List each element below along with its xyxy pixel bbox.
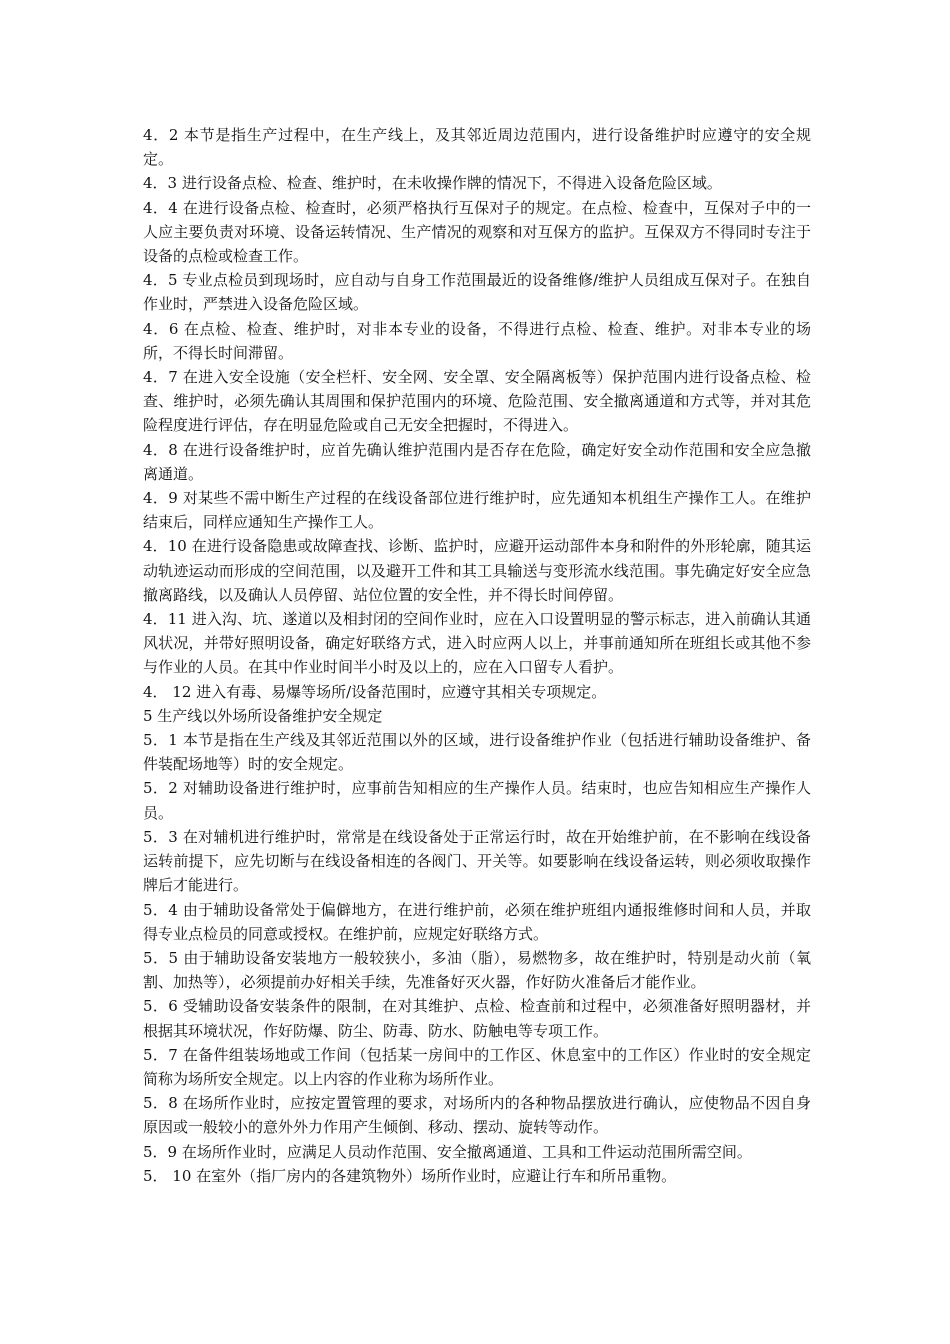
paragraph-5-7: 5．7 在备件组装场地或工作间（包括某一房间中的工作区、休息室中的工作区）作业时的安全规定简称为场所安全规定。以上内容的作业称为场所作业。 [143, 1045, 811, 1088]
paragraph-4-11: 4．11 进入沟、坑、遂道以及相封闭的空间作业时，应在入口设置明显的警示标志，进入前确认其通风状况，并带好照明设备，确定好联络方式，进入时应两人以上，并事前通知所在班组长或其他不参与作业的人员。在其中作业时间半小时及以上的，应在入口留专人看护。 [143, 610, 811, 677]
paragraph-4-2: 4．2 本节是指生产过程中，在生产线上，及其邻近周边范围内，进行设备维护时应遵守的安全规定。 [143, 126, 811, 169]
paragraph-4-9: 4．9 对某些不需中断生产过程的在线设备部位进行维护时，应先通知本机组生产操作工人。在维护结束后，同样应通知生产操作工人。 [143, 489, 811, 532]
paragraph-4-7: 4．7 在进入安全设施（安全栏杆、安全网、安全罩、安全隔离板等）保护范围内进行设备点检、检查、维护时，必须先确认其周围和保护范围内的环境、危险范围、安全撤离通道和方式等，并对其危险程度进行评估，存在明显危险或自己无安全把握时，不得进入。 [143, 368, 811, 435]
paragraph-5-3: 5．3 在对辅机进行维护时，常常是在线设备处于正常运行时，故在开始维护前，在不影响在线设备运转前提下，应先切断与在线设备相连的各阀门、开关等。如要影响在线设备运转，则必须收取操作牌后才能进行。 [143, 827, 811, 895]
paragraph-4-10: 4．10 在进行设备隐患或故障查找、诊断、监护时，应避开运动部件本身和附件的外形轮廓，随其运动轨迹运动而形成的空间范围，以及避开工件和其工具输送与变形流水线范围。事先确定好安全应急撤离路线，以及确认人员停留、站位位置的安全性，并不得长时间停留。 [143, 537, 811, 604]
paragraph-4-6: 4．6 在点检、检查、维护时，对非本专业的设备，不得进行点检、检查、维护。对非本专业的场所，不得长时间滞留。 [143, 319, 811, 362]
paragraph-5-10: 5． 10 在室外（指厂房内的各建筑物外）场所作业时，应避让行车和所吊重物。 [143, 1166, 677, 1185]
paragraph-5-4: 5．4 由于辅助设备常处于偏僻地方，在进行维护前，必须在维护班组内通报维修时间和人员，并取得专业点检员的同意或授权。在维护前，应规定好联络方式。 [143, 900, 811, 943]
paragraph-4-3: 4．3 进行设备点检、检查、维护时，在未收操作牌的情况下，不得进入设备危险区域。 [143, 174, 722, 193]
paragraph-5-9: 5．9 在场所作业时，应满足人员动作范围、安全撤离通道、工具和工件运动范围所需空间。 [143, 1142, 752, 1161]
paragraph-4-5: 4．5 专业点检员到现场时，应自动与自身工作范围最近的设备维修/维护人员组成互保对子。在独自作业时，严禁进入设备危险区域。 [143, 271, 811, 314]
paragraph-5-6: 5．6 受辅助设备安装条件的限制，在对其维护、点检、检查前和过程中，必须准备好照明器材，并根据其环境状况，作好防爆、防尘、防毒、防水、防触电等专项工作。 [143, 997, 811, 1040]
paragraph-5-8: 5．8 在场所作业时，应按定置管理的要求，对场所内的各种物品摆放进行确认，应使物品不因自身原因或一般较小的意外外力作用产生倾倒、移动、摆动、旋转等动作。 [143, 1094, 811, 1137]
paragraph-5-1: 5．1 本节是指在生产线及其邻近范围以外的区域，进行设备维护作业（包括进行辅助设备维护、备件装配场地等）时的安全规定。 [143, 731, 811, 774]
paragraph-4-8: 4．8 在进行设备维护时，应首先确认维护范围内是否存在危险，确定好安全动作范围和安全应急撤离通道。 [143, 440, 811, 483]
paragraph-4-12: 4． 12 进入有毒、易爆等场所/设备范围时，应遵守其相关专项规定。 [143, 682, 607, 701]
document-body [143, 123, 811, 1188]
section-heading-5: 5 生产线以外场所设备维护安全规定 [143, 706, 383, 725]
paragraph-5-5: 5．5 由于辅助设备安装地方一般较狭小，多油（脂），易燃物多，故在维护时，特别是动火前（氧割、加热等），必须提前办好相关手续，先准备好灭火器，作好防火准备后才能作业。 [143, 948, 811, 992]
paragraph-4-4: 4．4 在进行设备点检、检查时，必须严格执行互保对子的规定。在点检、检查中，互保对子中的一人应主要负责对环境、设备运转情况、生产情况的观察和对互保方的监护。互保双方不得同时专注于设备的点检或检查工作。 [143, 198, 811, 266]
paragraph-5-2: 5．2 对辅助设备进行维护时，应事前告知相应的生产操作人员。结束时，也应告知相应生产操作人员。 [143, 779, 811, 822]
